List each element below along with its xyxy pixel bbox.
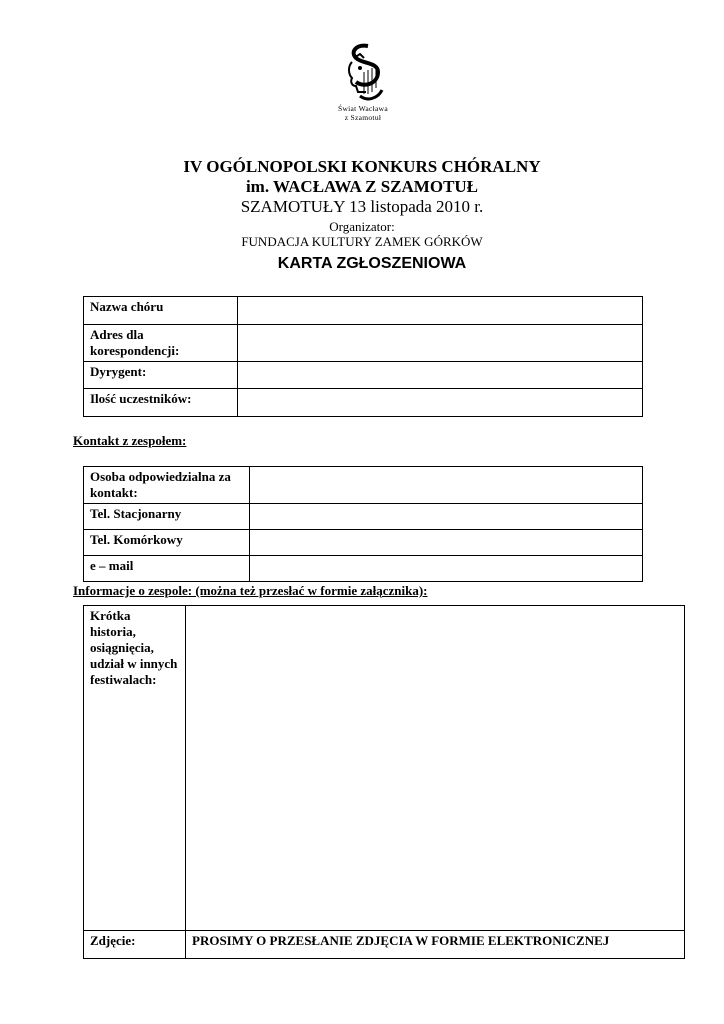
table-row [84, 467, 643, 504]
landline-field[interactable] [250, 504, 643, 530]
table-row [84, 530, 643, 556]
table-row [84, 556, 643, 582]
photo-note: PROSIMY O PRZESŁANIE ZDJĘCIA W FORMIE ELEKTRONICZNEJ [186, 931, 685, 959]
email-field[interactable] [250, 556, 643, 582]
mobile-label: Tel. Komórkowy [84, 530, 250, 556]
info-heading: Informacje o zespole: (można też przesłać w formie załącznika): [73, 583, 428, 598]
contact-person-label: Osoba odpowiedzialna za kontakt: [84, 467, 250, 504]
harp-singer-logo-icon [338, 42, 388, 104]
table-row [84, 931, 685, 959]
table-row [84, 606, 685, 931]
table-row [84, 297, 643, 325]
contact-person-field[interactable] [250, 467, 643, 504]
form-title: KARTA ZGŁOSZENIOWA [277, 255, 467, 272]
table-row [84, 504, 643, 530]
conductor-field[interactable] [238, 362, 643, 389]
conductor-label: Dyrygent: [84, 362, 238, 389]
photo-label: Zdjęcie: [84, 931, 186, 959]
logo-caption-line1: Świat Wacława [337, 104, 389, 113]
competition-patron: im. WACŁAWA Z SZAMOTUŁ [245, 177, 479, 196]
logo-caption-line2: z Szamotuł [344, 113, 382, 122]
choir-details-table [83, 296, 643, 417]
mobile-field[interactable] [250, 530, 643, 556]
history-field[interactable] [186, 606, 685, 931]
contact-table [83, 466, 643, 582]
choir-name-label: Nazwa chóru [84, 297, 238, 325]
contact-heading: Kontakt z zespołem: [73, 433, 187, 448]
participants-field[interactable] [238, 389, 643, 417]
address-field[interactable] [238, 325, 643, 362]
competition-title: IV OGÓLNOPOLSKI KONKURS CHÓRALNY [183, 157, 541, 176]
table-row [84, 362, 643, 389]
choir-name-field[interactable] [238, 297, 643, 325]
participants-label: Ilość uczestników: [84, 389, 238, 417]
organizer-name: FUNDACJA KULTURY ZAMEK GÓRKÓW [241, 234, 483, 249]
history-label: Krótka historia, osiągnięcia, udział w innych festiwalach: [84, 606, 186, 931]
landline-label: Tel. Stacjonarny [84, 504, 250, 530]
choir-info-table [83, 605, 685, 959]
organizer-label: Organizator: [329, 219, 395, 234]
address-label: Adres dla korespondencji: [84, 325, 238, 362]
festival-logo [330, 42, 396, 132]
email-label: e – mail [84, 556, 250, 582]
table-row [84, 389, 643, 417]
competition-place-date: SZAMOTUŁY 13 listopada 2010 r. [240, 197, 484, 216]
table-row [84, 325, 643, 362]
